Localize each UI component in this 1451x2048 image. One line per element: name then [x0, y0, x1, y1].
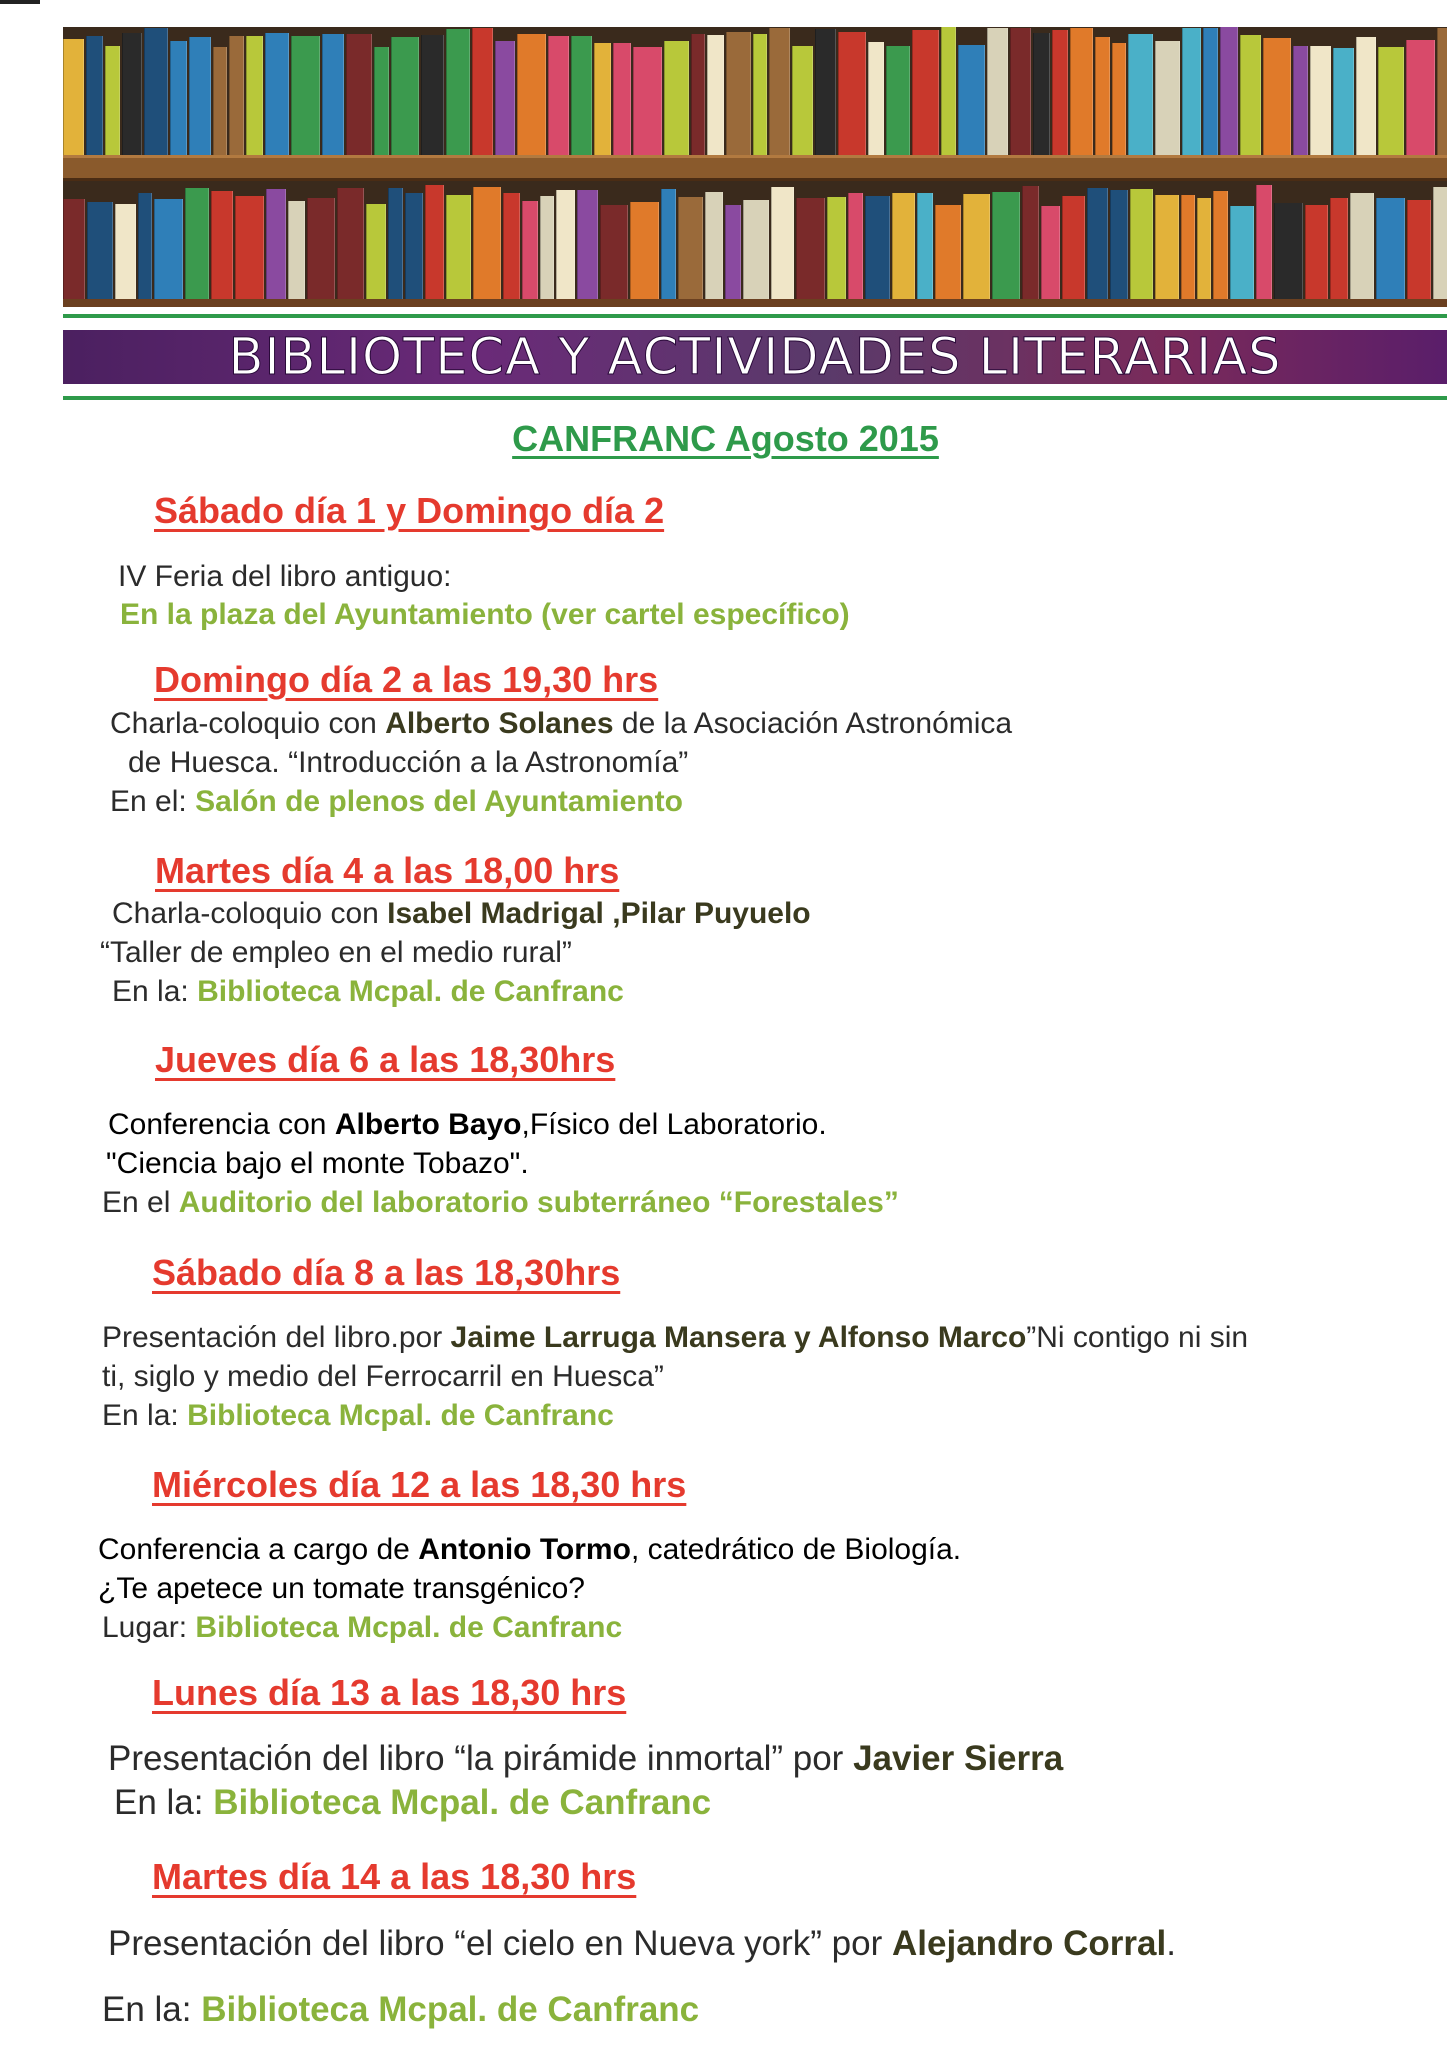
location-name: Biblioteca Mcpal. de Canfranc	[195, 1611, 623, 1644]
event-text: Presentación del libro “la pirámide inmortal” por	[108, 1739, 854, 1778]
location-label: En el:	[110, 785, 196, 818]
book-spine	[935, 205, 961, 307]
book-spine	[1310, 46, 1331, 155]
book-spine	[388, 188, 403, 307]
event-line	[102, 1321, 1248, 1355]
speaker-name: Alberto Solanes	[385, 707, 614, 740]
event-line	[102, 1360, 664, 1394]
book-spine	[1333, 48, 1354, 155]
book-spine	[1128, 34, 1153, 155]
page-title: BIBLIOTECA Y ACTIVIDADES LITERARIAS	[228, 327, 1282, 387]
book-spine	[473, 187, 501, 307]
book-spine	[405, 193, 423, 307]
event-line	[100, 936, 572, 970]
location-name: Biblioteca Mcpal. de Canfranc	[197, 975, 624, 1008]
book-spine	[211, 191, 233, 307]
book-spine	[229, 36, 244, 155]
book-spine	[517, 34, 546, 155]
book-spine	[1407, 200, 1431, 307]
title-band	[63, 327, 1447, 387]
speaker-name: Alejandro Corral	[892, 1924, 1167, 1963]
event-line	[112, 897, 811, 931]
location-label: Lugar:	[102, 1611, 196, 1644]
event-text: ¿Te apetece un tomate transgénico?	[98, 1572, 585, 1605]
book-spine	[726, 32, 751, 155]
book-spine	[630, 202, 659, 307]
location-name: Auditorio del laboratorio subterráneo “Forestales”	[178, 1186, 899, 1219]
book-spine	[322, 34, 344, 155]
book-spine	[886, 46, 910, 155]
book-spine	[1197, 198, 1211, 307]
event-text: IV Feria del libro antiguo:	[118, 560, 452, 593]
book-spine	[707, 35, 724, 155]
event-text: ti, siglo y medio del Ferrocarril en Huesca”	[102, 1360, 664, 1393]
book-spine	[838, 32, 866, 155]
book-spine	[1155, 195, 1179, 307]
book-spine	[1240, 35, 1261, 155]
book-spine	[105, 46, 120, 155]
event-line	[106, 1147, 529, 1181]
book-spine	[235, 196, 264, 307]
event-text: Conferencia con	[108, 1108, 335, 1141]
event-location	[102, 1399, 614, 1433]
book-spine	[1130, 189, 1153, 307]
speaker-name: Javier Sierra	[853, 1739, 1064, 1778]
book-spine	[769, 28, 790, 155]
page-subtitle: CANFRANC Agosto 2015	[512, 418, 939, 459]
book-spine	[213, 47, 227, 155]
book-spine	[1406, 40, 1435, 155]
event-location	[114, 1783, 711, 1823]
book-spine	[391, 37, 419, 155]
book-spine	[291, 36, 320, 155]
book-spine	[571, 36, 592, 155]
book-spine	[185, 188, 209, 307]
book-spine	[705, 192, 723, 307]
book-spine	[1022, 186, 1039, 307]
book-spine	[815, 29, 836, 155]
book-spine	[848, 193, 863, 307]
event-location	[110, 785, 683, 819]
book-spine	[337, 188, 364, 307]
book-spine	[1112, 43, 1126, 155]
corner-mark	[0, 0, 40, 4]
event-location	[112, 975, 624, 1009]
event-line	[128, 746, 688, 780]
event-heading: Lunes día 13 a las 18,30 hrs	[152, 1672, 627, 1713]
event-line	[110, 707, 1012, 741]
green-rule-bottom	[63, 396, 1447, 400]
book-spine	[912, 30, 939, 155]
location-name: Biblioteca Mcpal. de Canfranc	[213, 1783, 712, 1822]
event-text: Presentación del libro “el cielo en Nueva york” por	[108, 1924, 892, 1963]
book-spine	[144, 28, 168, 155]
event-heading: Miércoles día 12 a las 18,30 hrs	[152, 1464, 687, 1505]
book-spine	[1087, 188, 1108, 307]
event-line	[118, 560, 452, 594]
book-spine	[266, 189, 286, 307]
event-text: , catedrático de Biología.	[630, 1533, 962, 1566]
bookshelf-banner	[63, 27, 1447, 307]
location-label: En la:	[112, 975, 198, 1008]
event-location	[102, 1990, 699, 2030]
book-spine	[63, 199, 85, 307]
event-heading: Sábado día 8 a las 18,30hrs	[152, 1252, 621, 1293]
book-spine	[307, 198, 335, 307]
bookshelf-top-row	[63, 27, 1447, 155]
event-text: “Taller de empleo en el medio rural”	[100, 936, 572, 969]
event-text: .	[1166, 1924, 1176, 1963]
book-spine	[556, 190, 575, 307]
book-spine	[472, 28, 493, 155]
book-spine	[865, 196, 890, 307]
speaker-name: Alberto Bayo	[334, 1108, 522, 1141]
book-spine	[827, 197, 846, 307]
book-spine	[446, 195, 471, 307]
book-spine	[1010, 28, 1031, 155]
book-spine	[154, 199, 183, 307]
book-spine	[1062, 196, 1085, 307]
book-spine	[115, 204, 136, 307]
book-spine	[425, 185, 444, 307]
book-spine	[1095, 37, 1110, 155]
book-spine	[1330, 198, 1348, 307]
book-spine	[633, 47, 662, 155]
book-spine	[1110, 190, 1128, 307]
location-label: En la:	[102, 1990, 202, 2029]
book-spine	[1274, 203, 1303, 307]
book-spine	[446, 29, 470, 155]
book-spine	[771, 187, 794, 307]
book-spine	[1378, 47, 1404, 155]
book-spine	[265, 33, 289, 155]
book-spine	[246, 36, 263, 155]
book-spine	[87, 202, 113, 307]
event-line	[108, 1924, 1176, 1964]
event-heading: Martes día 4 a las 18,00 hrs	[155, 850, 620, 891]
book-spine	[1350, 193, 1374, 307]
book-spine	[1070, 28, 1093, 155]
speaker-name: Jaime Larruga Mansera y Alfonso Marco	[450, 1321, 1027, 1354]
location-name: Biblioteca Mcpal. de Canfranc	[201, 1990, 700, 2029]
book-spine	[963, 194, 990, 307]
book-spine	[346, 34, 372, 155]
book-spine	[917, 193, 933, 307]
event-line	[108, 1108, 827, 1142]
book-spine	[577, 190, 598, 307]
book-spine	[1376, 198, 1405, 307]
event-text: Charla-coloquio con	[112, 897, 388, 930]
book-spine	[503, 193, 520, 307]
book-spine	[1181, 195, 1195, 307]
book-spine	[725, 205, 741, 307]
event-heading: Jueves día 6 a las 18,30hrs	[155, 1039, 616, 1080]
book-spine	[613, 43, 631, 155]
book-spine	[138, 193, 152, 307]
event-text: Charla-coloquio con	[110, 707, 386, 740]
event-line	[108, 1739, 1063, 1779]
event-location	[102, 1611, 622, 1645]
book-spine	[374, 47, 389, 155]
event-text: de la Asociación Astronómica	[613, 707, 1013, 740]
book-spine	[548, 36, 569, 155]
location-label: En la:	[114, 1783, 214, 1822]
book-spine	[1263, 38, 1291, 155]
book-spine	[421, 35, 444, 155]
location-label: En el	[102, 1186, 179, 1219]
book-spine	[189, 37, 211, 155]
book-spine	[1033, 33, 1050, 155]
book-spine	[63, 39, 84, 155]
event-text: de Huesca. “Introducción a la Astronomía”	[128, 746, 689, 779]
location-name: Biblioteca Mcpal. de Canfranc	[187, 1399, 614, 1432]
shelf-base	[63, 299, 1447, 307]
book-spine	[1213, 191, 1228, 307]
bookshelf-bottom-row	[63, 177, 1447, 307]
book-spine	[743, 200, 769, 307]
event-text: ”Ni contigo ni sin	[1026, 1321, 1249, 1354]
book-spine	[594, 43, 611, 155]
book-spine	[1220, 27, 1238, 155]
book-spine	[1203, 28, 1218, 155]
book-spine	[495, 41, 515, 155]
event-line	[98, 1533, 961, 1567]
book-spine	[892, 193, 915, 307]
book-spine	[1356, 37, 1376, 155]
book-spine	[1305, 205, 1328, 307]
event-line	[98, 1572, 585, 1606]
event-heading: Sábado día 1 y Domingo día 2	[154, 490, 665, 531]
event-text: ,Físico del Laboratorio.	[521, 1108, 827, 1141]
book-spine	[691, 34, 705, 155]
book-spine	[941, 27, 956, 155]
book-spine	[868, 42, 884, 155]
book-spine	[792, 46, 813, 155]
event-heading: Martes día 14 a las 18,30 hrs	[152, 1856, 637, 1897]
book-spine	[600, 205, 628, 307]
book-spine	[992, 192, 1020, 307]
location-label: En la:	[102, 1399, 188, 1432]
event-location	[102, 1186, 899, 1220]
book-spine	[1182, 28, 1201, 155]
event-heading: Domingo día 2 a las 19,30 hrs	[154, 659, 659, 700]
book-spine	[1230, 206, 1254, 307]
event-text: Conferencia a cargo de	[98, 1533, 419, 1566]
location-name: Salón de plenos del Ayuntamiento	[195, 785, 683, 818]
book-spine	[540, 196, 554, 307]
book-spine	[86, 36, 103, 155]
book-spine	[753, 34, 767, 155]
event-location-text: En la plaza del Ayuntamiento (ver cartel específico)	[120, 598, 850, 631]
book-spine	[1052, 30, 1068, 155]
book-spine	[987, 28, 1008, 155]
event-text: Presentación del libro.por	[102, 1321, 451, 1354]
event-text: "Ciencia bajo el monte Tobazo".	[106, 1147, 529, 1180]
speaker-name: Antonio Tormo	[418, 1533, 631, 1566]
book-spine	[661, 189, 676, 307]
green-rule-top	[63, 314, 1447, 318]
book-spine	[366, 204, 386, 307]
book-spine	[796, 198, 825, 307]
book-spine	[1293, 46, 1308, 155]
book-spine	[958, 45, 985, 155]
event-location	[120, 598, 850, 632]
book-spine	[522, 201, 538, 307]
book-spine	[288, 201, 305, 307]
book-spine	[170, 41, 187, 155]
book-spine	[1437, 28, 1447, 155]
speaker-name: Isabel Madrigal ,Pilar Puyuelo	[387, 897, 811, 930]
book-spine	[664, 41, 689, 155]
book-spine	[1256, 185, 1272, 307]
book-spine	[122, 33, 142, 155]
book-spine	[1041, 206, 1060, 307]
book-spine	[1433, 187, 1447, 307]
book-spine	[678, 197, 703, 307]
book-spine	[1155, 41, 1180, 155]
